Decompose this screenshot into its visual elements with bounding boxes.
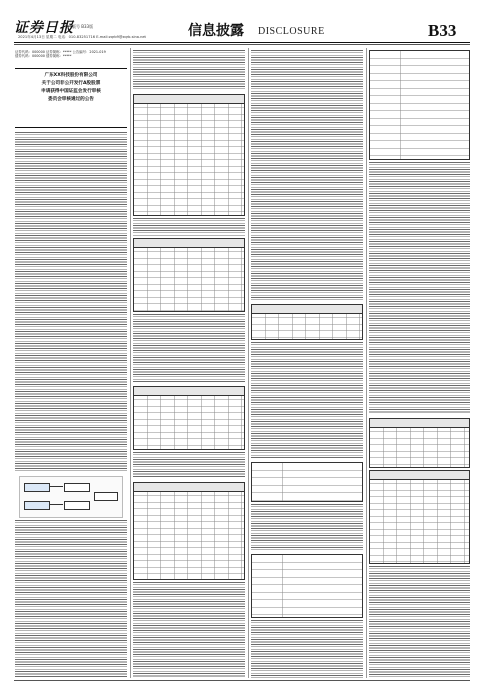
table-header xyxy=(252,305,362,314)
data-table xyxy=(133,238,245,312)
column-separator xyxy=(130,48,131,678)
body-text-block xyxy=(251,620,363,678)
body-text-block xyxy=(15,520,127,678)
announcement-code-line: 证券代码：000000 证券简称：***** 公告编号：2021-019 xyxy=(15,50,106,54)
data-table xyxy=(133,482,245,580)
column-1 xyxy=(15,48,127,678)
date-contact-line: 2021年4月13日 星期二 电话：010-83251716 E-mail:zqrb9@zqrb.sina.net xyxy=(18,35,146,39)
table-header xyxy=(134,95,244,104)
table-header xyxy=(134,239,244,248)
diagram-node xyxy=(24,483,50,492)
headline-line: 委员会审核通过的公告 xyxy=(48,97,94,102)
diagram-node xyxy=(64,501,90,510)
body-text-block xyxy=(369,566,470,678)
data-table xyxy=(133,94,245,216)
headline-line: 广东ⅩⅩ科技股份有限公司 xyxy=(44,73,98,78)
diagram-node xyxy=(24,501,50,510)
body-text-block xyxy=(251,504,363,550)
page-number: B33 xyxy=(428,21,457,40)
body-text-block xyxy=(251,50,363,300)
diagram-node xyxy=(64,483,90,492)
column-separator xyxy=(366,48,367,678)
data-table xyxy=(251,304,363,340)
footer-rule xyxy=(14,680,470,681)
contact-table xyxy=(251,554,363,618)
data-table xyxy=(369,418,470,468)
body-text-block xyxy=(133,218,245,236)
data-table xyxy=(133,386,245,450)
column-3 xyxy=(251,48,363,678)
headline-line: 申请获得中国证监会发行审核 xyxy=(41,89,101,94)
body-text-block xyxy=(133,582,245,678)
contact-table xyxy=(251,462,363,502)
table-header xyxy=(134,387,244,396)
body-text-block xyxy=(369,162,470,414)
masthead-rule-thin xyxy=(14,44,470,45)
table-header xyxy=(134,483,244,492)
announcement-codes xyxy=(15,50,127,64)
body-text-block xyxy=(133,50,245,90)
section-title-en: DISCLOSURE xyxy=(258,26,325,37)
body-text-block xyxy=(133,314,245,382)
info-table xyxy=(369,50,470,160)
table-header xyxy=(370,419,469,428)
newspaper-logo: 证券日报 xyxy=(14,20,74,36)
data-table xyxy=(369,470,470,564)
diagram-arrow xyxy=(49,504,63,505)
body-text-block xyxy=(133,452,245,478)
edition-info: 版号 B33版 xyxy=(72,24,94,29)
structure-diagram xyxy=(19,476,123,518)
table-header xyxy=(370,471,469,480)
headline-line: 关于公司非公开发行A股股票 xyxy=(41,81,101,86)
body-text-block xyxy=(15,132,127,472)
diagram-arrow xyxy=(49,486,63,487)
column-separator xyxy=(248,48,249,678)
column-2 xyxy=(133,48,245,678)
headline-box xyxy=(15,68,127,128)
section-title: 信息披露 xyxy=(188,23,244,39)
body-text-block xyxy=(251,342,363,458)
column-4 xyxy=(369,48,470,678)
masthead-rule xyxy=(14,42,470,43)
announcement-code-line: 债券代码：000000 债券简称：***** xyxy=(15,54,72,59)
diagram-node xyxy=(94,492,118,501)
